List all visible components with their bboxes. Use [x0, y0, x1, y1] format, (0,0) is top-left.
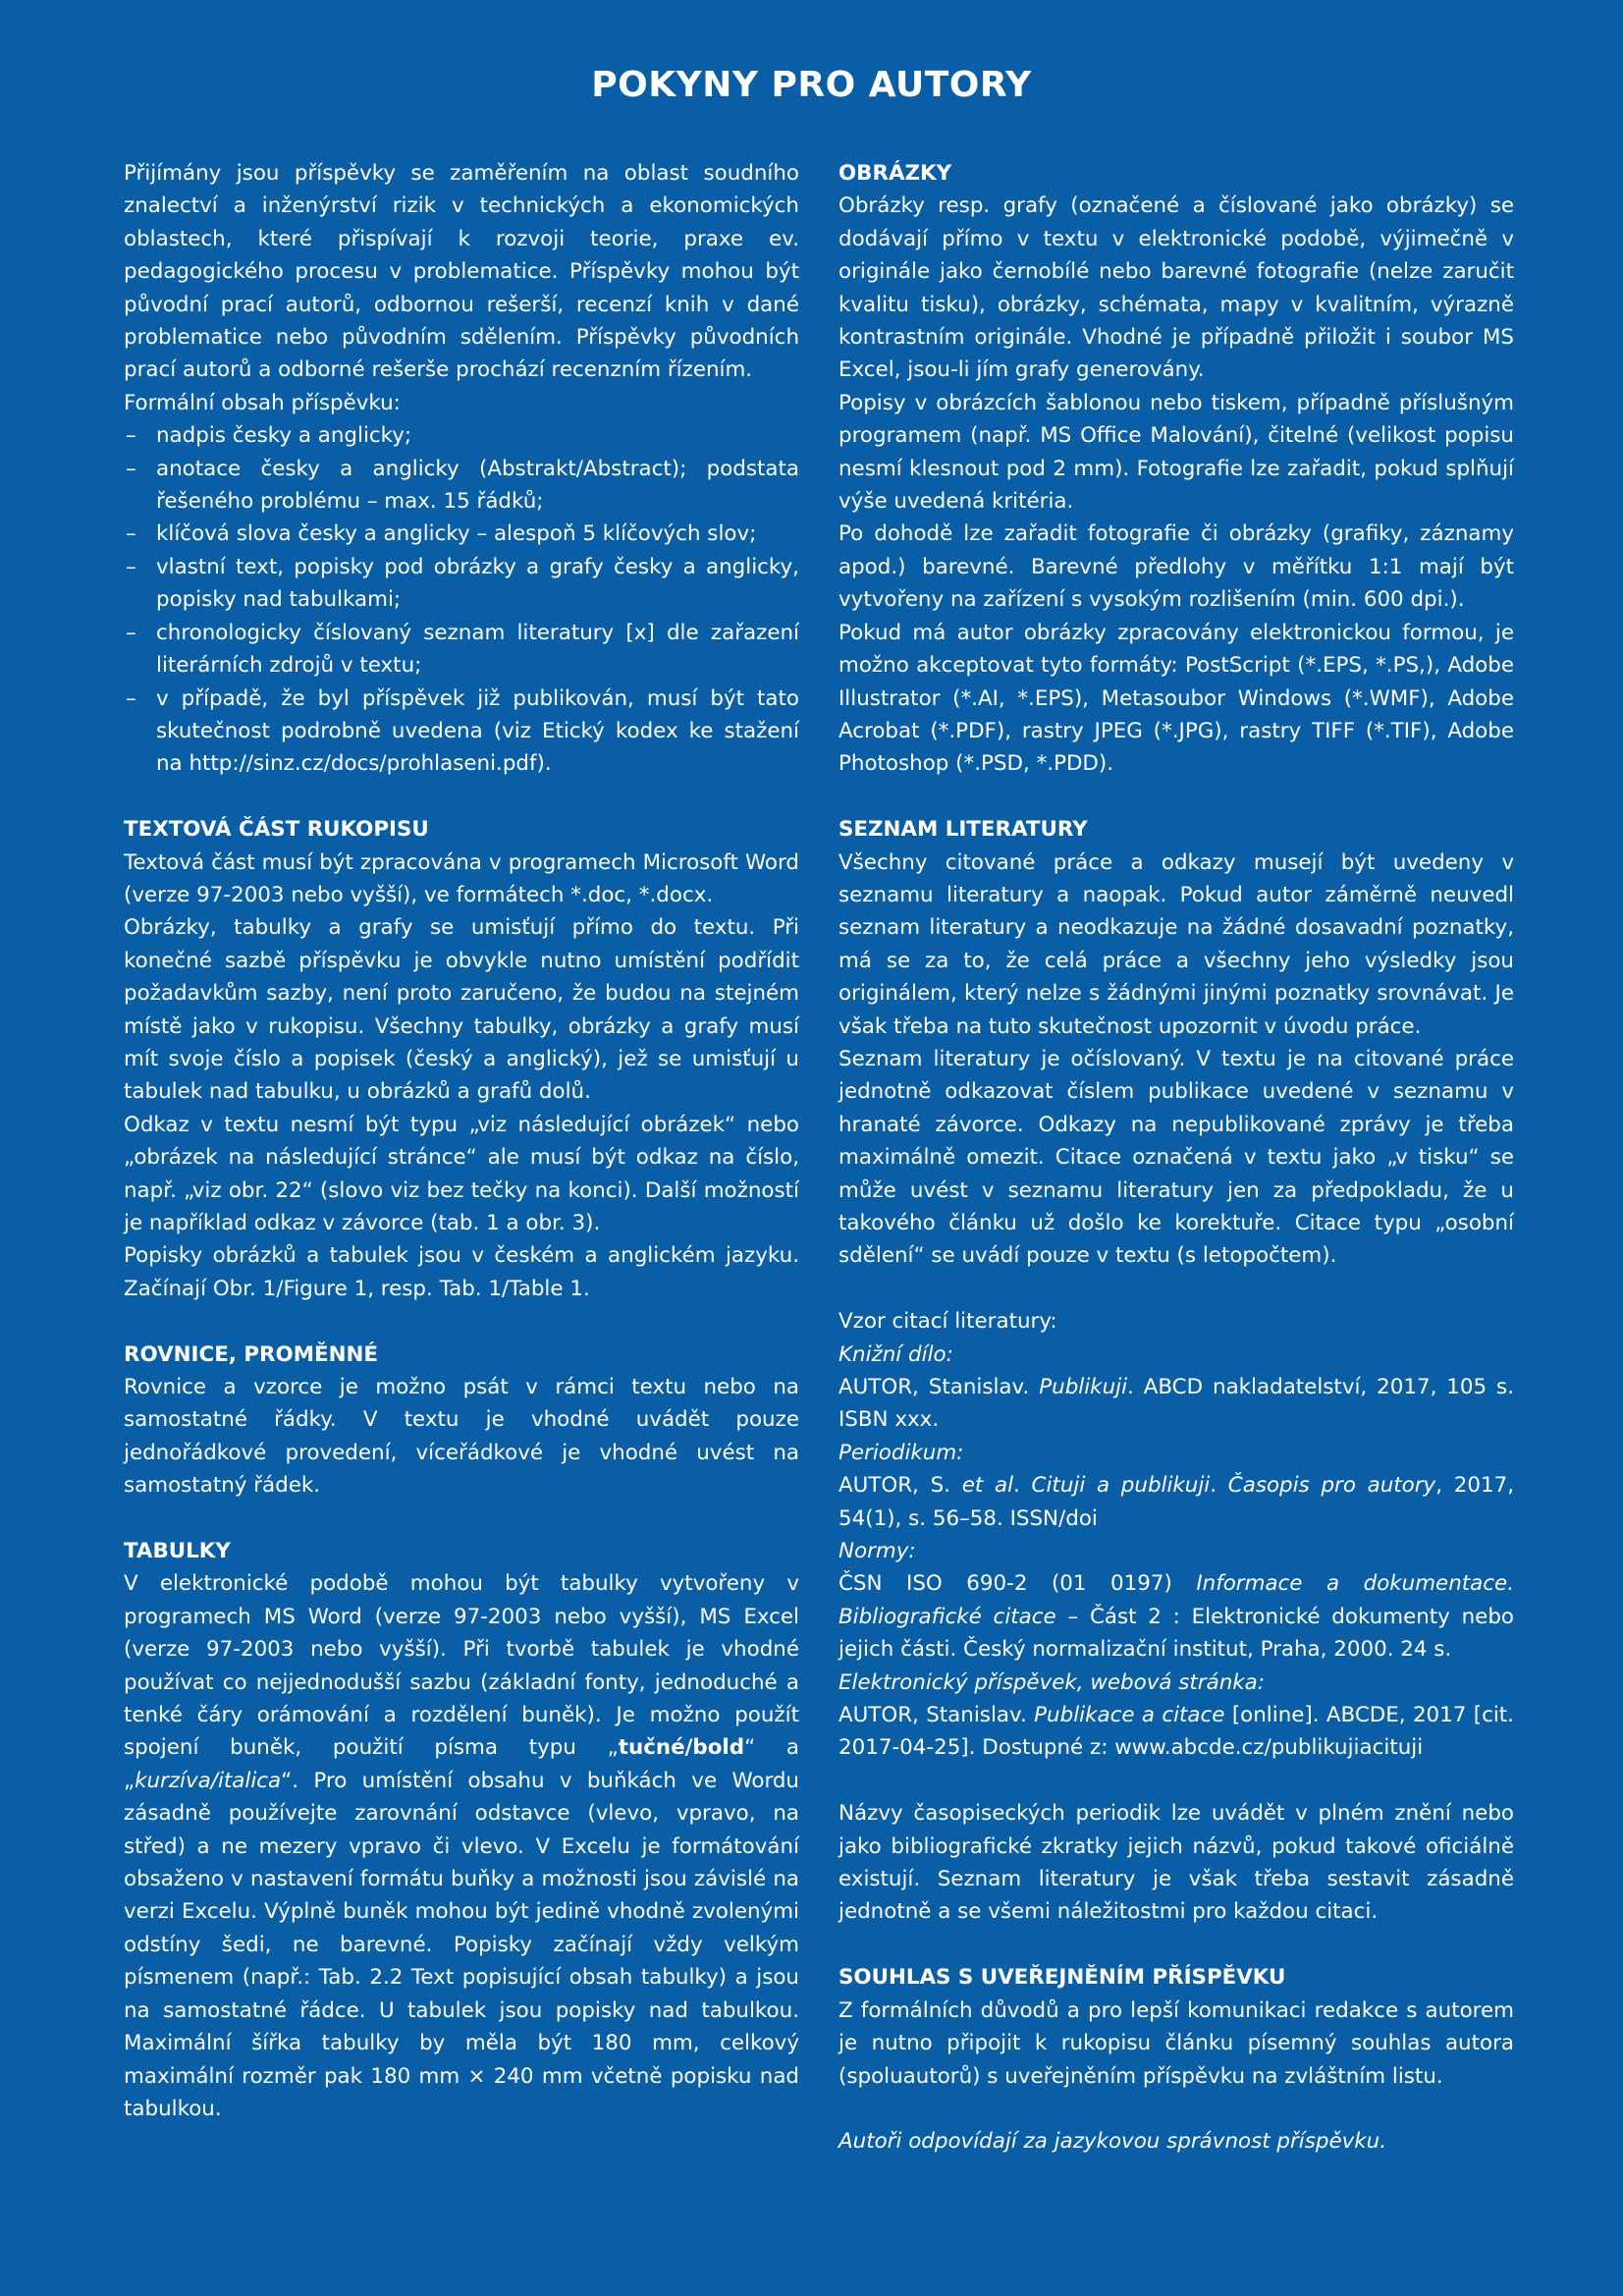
- obrazky-paragraph-3: Po dohodě lze zařadit fotografie či obrázky (grafiky, záznamy apod.) barevné. Barevné předlohy v měřítku 1:1 mají být vytvořeny na zařízení s vysokým rozlišením (min. 600 dpi.).: [839, 521, 1514, 613]
- literatura-paragraph-2: Seznam literatury je očíslovaný. V textu je na citované práce jednotně odkazovat číslem publikace uvedené v seznamu v hranaté závorce. Odkazy na nepublikované zprávy je třeba maximálně omezit. Citace označená v textu jako „v tisku“ se může uvést v seznamu literatury jen za předpokladu, že u takového článku už došlo ke korektuře. Citace typu „osobní sdělení“ se uvádí pouze v textu (s letopočtem).: [839, 1046, 1514, 1269]
- formal-content-label: Formální obsah příspěvku:: [124, 390, 401, 415]
- book-citation: [839, 1371, 1514, 1437]
- tabulky-text-c: “. Pro umístění obsahu v buňkách ve Wordu zásadně používejte zarovnání odstavce (vlevo, vpravo, na střed) a ne mezery vpravo či vlevo. V Excelu je formátování obsaženo v nastavení formátu buňky a možnosti jsou závislé na verzi Excelu. Výplně buněk mohou být jedině vhodně zvolenými odstíny šedi, ne barevné. Popisky začínají vždy velkým písmenem (např.: Tab. 2.2 Text popisující obsah tabulky) a jsou na samostatné řádce. U tabulek jsou popisky nad tabulkou. Maximální šířka tabulky by měla být 180 mm, celkový maximální rozměr pak 180 mm × 240 mm včetně popisku nad tabulkou.: [124, 1768, 799, 2121]
- citation-text: .: [1013, 1473, 1032, 1499]
- section-heading-tabulky: TABULKY: [124, 1539, 231, 1564]
- citation-text: AUTOR, S.: [839, 1473, 962, 1499]
- souhlas-paragraph: Z formálních důvodů a pro lepší komunikaci redakce s autorem je nutno připojit k rukopisu článku písemný souhlas autora (spoluautorů) s uveřejněním příspěvku na zvláštním listu.: [839, 1997, 1514, 2089]
- citation-italic: Časopis pro autory: [1227, 1473, 1436, 1499]
- periodical-citation: [839, 1469, 1514, 1535]
- book-label: Knižní dílo:: [839, 1341, 953, 1367]
- norms-citation: [839, 1567, 1514, 1666]
- citation-italic: Cituji a publikuji: [1031, 1473, 1211, 1499]
- citation-text: , 2017, 54(1), s. 56–58. ISSN/doi: [839, 1473, 1514, 1531]
- citation-text: AUTOR, Stanislav.: [839, 1703, 1035, 1728]
- citation-text: AUTOR, Stanislav.: [839, 1375, 1040, 1399]
- section-heading-rovnice: ROVNICE, PROMĚNNÉ: [124, 1341, 379, 1367]
- rovnice-paragraph: Rovnice a vzorce je možno psát v rámci textu nebo na samostatné řádky. V textu je vhodné uvádět pouze jednořádkové provedení, víceřádkové je vhodné uvést na samostatný řádek.: [124, 1375, 799, 1499]
- bold-example: tučné/bold: [618, 1735, 745, 1761]
- list-item: – chronologicky číslovaný seznam literatury [x] dle zařazení literárních zdrojů v textu;: [124, 617, 799, 683]
- citation-italic: et al: [961, 1473, 1014, 1499]
- right-column: [839, 157, 1514, 2159]
- textova-paragraph-2: Obrázky, tabulky a grafy se umisťují přímo do textu. Při konečné sazbě příspěvku je obvykle nutno umístění podřídit požadavkům sazby, není proto zaručeno, že budou na stejném místě jako v rukopisu. Všechny tabulky, obrázky a grafy musí mít svoje číslo a popisek (český a anglický), jež se umisťují u tabulek nad tabulku, u obrázků a grafů dolů.: [124, 915, 799, 1105]
- section-heading-souhlas: SOUHLAS S UVEŘEJNĚNÍM PŘÍSPĚVKU: [839, 1965, 1286, 1991]
- citation-text: ČSN ISO 690-2 (01 0197): [839, 1571, 1197, 1597]
- citation-italic: Publikace a citace: [1034, 1703, 1225, 1728]
- periodical-label: Periodikum:: [839, 1440, 964, 1465]
- obrazky-paragraph-4: Pokud má autor obrázky zpracovány elektronickou formou, je možno akceptovat tyto formáty: PostScript (*.EPS, *.PS,), Adobe Illustrator (*.AI, *.EPS), Metasoubor Windows (*.WMF), Adobe Acrobat (*.PDF), rastry JPEG (*.JPG), rastry TIFF (*.TIF), Adobe Photoshop (*.PSD, *.PDD).: [839, 620, 1514, 777]
- list-item: – anotace česky a anglicky (Abstrakt/Abstract); podstata řešeného problému – max. 15 řádků;: [124, 453, 799, 519]
- obrazky-paragraph-1: Obrázky resp. grafy (označené a číslované jako obrázky) se dodávají přímo v textu v elektronické podobě, výjimečně v originále jako černobílé nebo barevné fotografie (nelze zaručit kvalitu tisku), obrázky, schémata, mapy v kvalitním, výrazně kontrastním originále. Vhodné je případně přiložit i soubor MS Excel, jsou-li jím grafy generovány.: [839, 193, 1514, 383]
- citation-text: [online]. ABCDE, 2017 [cit. 2017-04-25]. Dostupné z: www.abcde.cz/publikujiacituji: [839, 1703, 1514, 1761]
- citation-text: . ABCD nakladatelství, 2017, 105 s. ISBN xxx.: [839, 1375, 1514, 1433]
- page-title: POKYNY PRO AUTORY: [591, 65, 1032, 105]
- textova-paragraph-4: Popisky obrázků a tabulek jsou v českém a anglickém jazyku. Začínají Obr. 1/Figure 1, resp. Tab. 1/Table 1.: [124, 1243, 799, 1301]
- section-heading-obrazky: OBRÁZKY: [839, 161, 952, 186]
- section-heading-textova: TEXTOVÁ ČÁST RUKOPISU: [124, 817, 429, 843]
- citation-text: .: [1210, 1473, 1228, 1499]
- textova-paragraph-3: Odkaz v textu nesmí být typu „viz následující obrázek“ nebo „obrázek na následující stránce“ ale musí být odkaz na číslo, např. „viz obr. 22“ (slovo viz bez tečky na konci). Další možností je například odkaz v závorce (tab. 1 a obr. 3).: [124, 1112, 799, 1235]
- left-column: [124, 157, 799, 2125]
- section-heading-literatura: SEZNAM LITERATURY: [839, 817, 1088, 843]
- tabulky-paragraph: [124, 1567, 799, 2125]
- tabulky-text-a: V elektronické podobě mohou být tabulky vytvořeny v programech MS Word (verze 97-2003 nebo vyšší), MS Excel (verze 97-2003 nebo vyšší). Při tvorbě tabulek je vhodné používat co nejjednodušší sazbu (základní fonty, jednoduché a tenké čáry orámování a rozdělení buněk). Je možno použít spojení buněk, použití písma typu „: [124, 1571, 799, 1761]
- citation-italic: Informace a dokumentace. Bibliografické citace: [839, 1571, 1514, 1629]
- intro-paragraph: Přijímány jsou příspěvky se zaměřením na oblast soudního znalectví a inženýrství rizik v technických a ekonomických oblastech, které přispívají k rozvoji teorie, praxe ev. pedagogického procesu v problematice. Příspěvky mohou být původní prací autorů, odbornou rešerší, recenzí knih v dané problematice nebo původním sdělením. Příspěvky původních prací autorů a odborné rešerše prochází recenzním řízením.: [124, 161, 799, 383]
- electronic-citation: [839, 1699, 1514, 1765]
- obrazky-paragraph-2: Popisy v obrázcích šablonou nebo tiskem, případně příslušným programem (např. MS Office Malování), čitelné (velikost popisu nesmí klesnout pod 2 mm). Fotografie lze zařadit, pokud splňují výše uvedená kritéria.: [839, 390, 1514, 515]
- citation-examples-label: Vzor citací literatury:: [839, 1309, 1057, 1335]
- textova-paragraph-1: Textová část musí být zpracována v programech Microsoft Word (verze 97-2003 nebo vyšší), ve formátech *.doc, *.docx.: [124, 849, 799, 907]
- italic-example: kurzíva/italica: [135, 1768, 282, 1793]
- list-item: – nadpis česky a anglicky;: [124, 419, 799, 452]
- electronic-label: Elektronický příspěvek, webová stránka:: [839, 1669, 1265, 1695]
- literatura-paragraph-1: Všechny citované práce a odkazy musejí být uvedeny v seznamu literatury a naopak. Pokud autor záměrně neuvedl seznam literatury a neodkazuje na žádné dosavadní poznatky, má se za to, že celá práce a všechny jeho výsledky jsou originálem, který nelze s žádnými jinými poznatky srovnávat. Je však třeba na tuto skutečnost upozornit v úvodu práce.: [839, 849, 1514, 1039]
- list-item: – vlastní text, popisky pod obrázky a grafy česky a anglicky, popisky nad tabulkami;: [124, 551, 799, 617]
- norms-label: Normy:: [839, 1539, 916, 1564]
- tabulky-text-b: “ a „: [124, 1735, 800, 1793]
- closing-note: Autoři odpovídají za jazykovou správnost příspěvku.: [839, 2129, 1387, 2155]
- citation-text: – Část 2 : Elektronické dokumenty nebo jejich části. Český normalizační institut, Praha, 2000. 24 s.: [839, 1604, 1515, 1663]
- list-item: – klíčová slova česky a anglicky – alespoň 5 klíčových slov;: [124, 518, 799, 550]
- list-item: – v případě, že byl příspěvek již publikován, musí být tato skutečnost podrobně uvedena (viz Etický kodex ke stažení na http://sinz.cz/docs/prohlaseni.pdf).: [124, 683, 799, 781]
- formal-content-list: [124, 419, 799, 780]
- literatura-paragraph-3: Názvy časopiseckých periodik lze uvádět v plném znění nebo jako bibliografické zkratky jejich názvů, pokud takové oficiálně existují. Seznam literatury je však třeba sestavit zásadně jednotně a se všemi náležitostmi pro každou citaci.: [839, 1801, 1514, 1925]
- citation-italic: Publikuji: [1039, 1375, 1128, 1399]
